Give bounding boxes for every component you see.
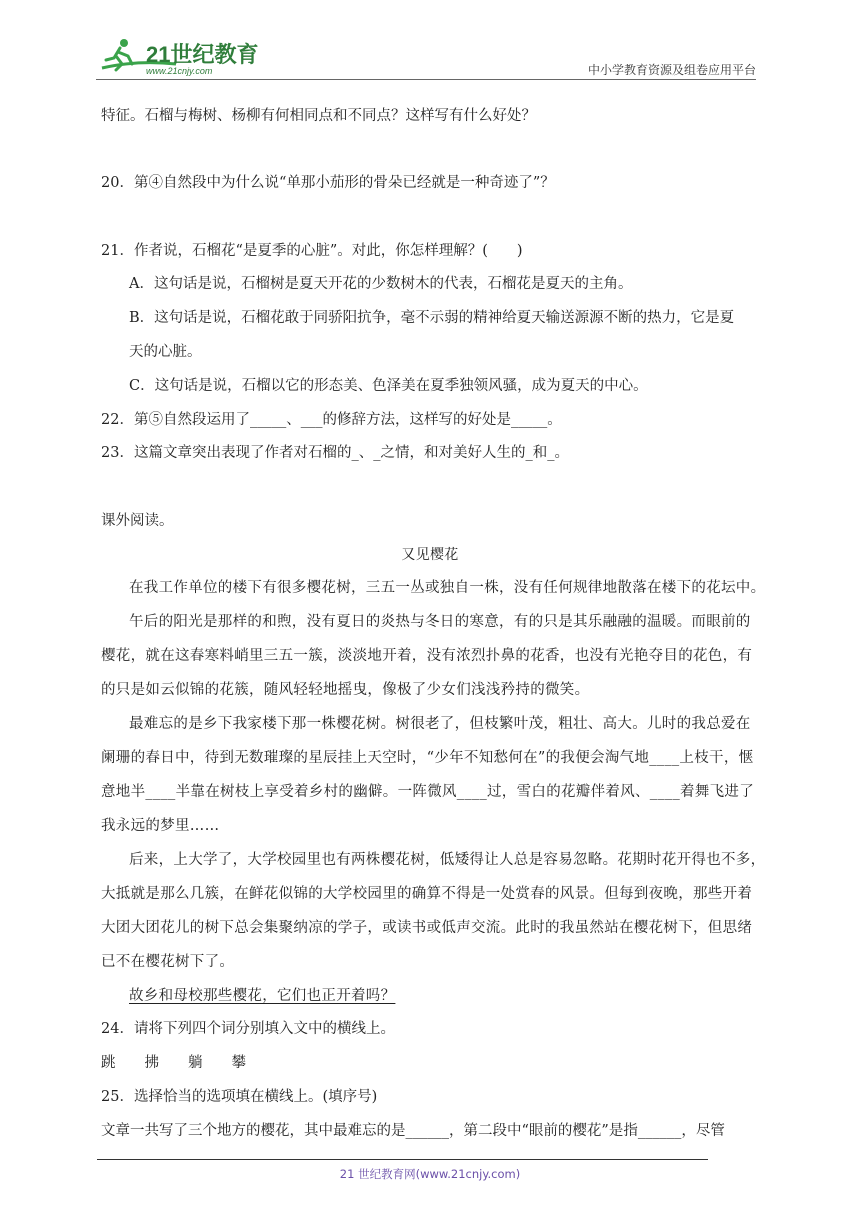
text-line: A．这句话是说，石榴树是夏天开花的少数树木的代表，石榴花是夏天的主角。 [129, 276, 633, 292]
text-line: 午后的阳光是那样的和煦，没有夏日的炎热与冬日的寒意，有的只是其乐融融的温暖。而眼前的 [129, 614, 751, 630]
footer-text: 21 世纪教育网(www.21cnjy.com) [339, 1167, 521, 1181]
text-line: 我永远的梦里…… [101, 818, 220, 834]
logo-text: 21世纪教育 [146, 42, 259, 67]
text-line: 课外阅读。 [101, 513, 174, 529]
text-line: 的只是如云似锦的花簇，随风轻轻地摇曳，像极了少女们浅浅矜持的微笑。 [101, 682, 590, 698]
header-divider [96, 79, 756, 80]
text-line: 文章一共写了三个地方的樱花，其中最难忘的是______，第二段中“眼前的樱花”是指______，尽管 [101, 1123, 725, 1139]
runner-logo-icon [96, 34, 266, 78]
logo-url-text: www.21cnjy.com [146, 66, 213, 76]
text-line: 在我工作单位的楼下有很多樱花树，三五一丛或独自一株，没有任何规律地散落在楼下的花坛中。 [129, 580, 766, 596]
text-line: 最难忘的是乡下我家楼下那一株樱花树。树很老了，但枝繁叶茂，粗壮、高大。儿时的我总爱在 [129, 716, 751, 732]
text-line: 故乡和母校那些樱花，它们也正开着吗？ [129, 988, 396, 1004]
header-platform-text: 中小学教育资源及组卷应用平台 [587, 63, 756, 77]
site-logo [96, 34, 266, 78]
text-line: 20．第④自然段中为什么说“单那小茄形的骨朵已经就是一种奇迹了”？ [101, 175, 555, 191]
passage-title: 又见樱花 [401, 547, 459, 563]
text-line: 阑珊的春日中，待到无数璀璨的星辰挂上天空时，“少年不知愁何在”的我便会淘气地____上枝干，惬 [101, 750, 754, 766]
text-line: 樱花，就在这春寒料峭里三五一簇，淡淡地开着，没有浓烈扑鼻的花香，也没有光艳夺目的花色，有 [101, 648, 753, 664]
text-line: 大团大团花儿的树下总会集聚纳凉的学子，或读书或低声交流。此时的我虽然站在樱花树下，但思绪 [101, 920, 753, 936]
text-line: 21．作者说，石榴花“是夏季的心脏”。对此，你怎样理解？( ) [101, 243, 523, 259]
text-line: 25．选择恰当的选项填在横线上。(填序号) [101, 1089, 378, 1105]
text-line: 大抵就是那么几簇，在鲜花似锦的大学校园里的确算不得是一处赏春的风景。但每到夜晚，那些开着 [101, 886, 753, 902]
text-line: B．这句话是说，石榴花敢于同骄阳抗争，毫不示弱的精神给夏天输送源源不断的热力，它是夏 [129, 310, 735, 326]
text-line: 跳 拂 躺 攀 [101, 1055, 246, 1071]
text-line: C．这句话是说，石榴以它的形态美、色泽美在夏季独领风骚，成为夏天的中心。 [129, 378, 648, 394]
text-line: 天的心脏。 [129, 344, 202, 360]
text-line: 后来，上大学了，大学校园里也有两株樱花树，低矮得让人总是容易忽略。花期时花开得也不多， [129, 852, 766, 868]
text-line: 特征。石榴与梅树、杨柳有何相同点和不同点？这样写有什么好处？ [101, 108, 536, 124]
text-line: 意地半____半靠在树枝上享受着乡村的幽僻。一阵微风____过，雪白的花瓣伴着风、____着舞飞进了 [101, 784, 754, 800]
text-line: 23．这篇文章突出表现了作者对石榴的_、_之情，和对美好人生的_和_。 [101, 445, 569, 461]
text-line: 22．第⑤自然段运用了_____、___的修辞方法，这样写的好处是_____。 [101, 412, 562, 428]
text-line: 24．请将下列四个词分别填入文中的横线上。 [101, 1021, 395, 1037]
footer-divider [97, 1159, 708, 1160]
text-line: 已不在樱花树下了。 [101, 954, 235, 970]
